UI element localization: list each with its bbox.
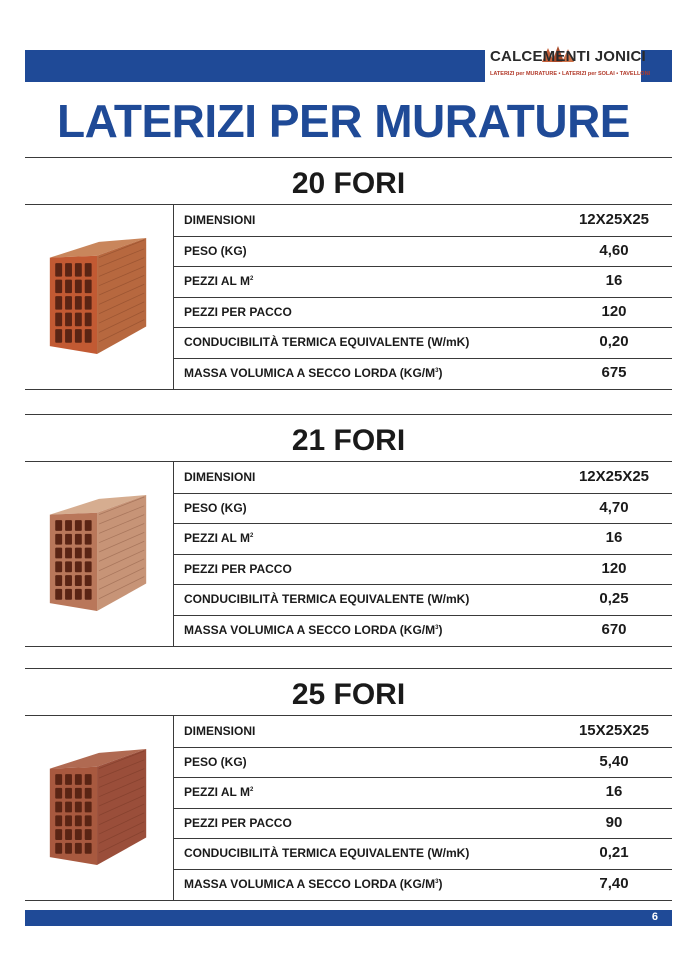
spec-label: CONDUCIBILITÀ TERMICA EQUIVALENTE (W/mK) — [184, 592, 470, 607]
spec-value: 675 — [601, 364, 627, 381]
spec-row — [174, 747, 672, 777]
logo-text: CALCEMENTI JONICI — [490, 48, 646, 65]
spec-value: 120 — [601, 302, 627, 320]
spec-label: MASSA VOLUMICA A SECCO LORDA $(KG/M^3)$ — [184, 366, 443, 380]
divider — [25, 900, 672, 901]
company-logo — [488, 44, 651, 84]
divider — [25, 157, 672, 158]
spec-value: 7,40 — [599, 875, 629, 892]
brick-25-holes-image — [25, 716, 173, 900]
spec-value: 12X25X25 — [578, 211, 650, 228]
spec-label: PEZZI AL $M^2$ — [184, 274, 254, 289]
spec-label: DIMENSIONI — [184, 213, 256, 227]
spec-value: 16 — [605, 783, 623, 801]
spec-value: 120 — [601, 559, 627, 577]
spec-label: PEZZI AL $M^2$ — [184, 531, 254, 546]
spec-label: MASSA VOLUMICA A SECCO LORDA $(KG/M^3)$ — [184, 877, 443, 891]
product-section — [25, 414, 672, 644]
divider — [25, 646, 672, 647]
spec-value: 5,40 — [599, 752, 629, 770]
product-section — [25, 668, 672, 898]
spec-row — [174, 615, 672, 645]
spec-value: 90 — [605, 813, 623, 831]
spec-row — [174, 493, 672, 523]
spec-row — [174, 838, 672, 868]
brick-20-holes-image — [25, 205, 173, 389]
spec-label: MASSA VOLUMICA A SECCO LORDA $(KG/M^3)$ — [184, 623, 443, 637]
spec-label: PESO (KG) — [184, 754, 247, 769]
divider — [25, 389, 672, 390]
spec-label: CONDUCIBILITÀ TERMICA EQUIVALENTE (W/mK) — [184, 846, 470, 861]
spec-value: 0,21 — [599, 844, 629, 862]
footer-bar — [25, 910, 672, 926]
page-number: 6 — [651, 911, 658, 923]
spec-row — [174, 205, 672, 235]
spec-value: 16 — [605, 529, 623, 547]
section-title: 25 FORI — [291, 678, 406, 711]
spec-row — [174, 869, 672, 899]
spec-label: CONDUCIBILITÀ TERMICA EQUIVALENTE (W/mK) — [184, 335, 470, 350]
spec-value: 12X25X25 — [578, 468, 650, 485]
logo-tagline: LATERIZI per MURATURE • LATERIZI per SOLAI • TAVELLONI — [490, 71, 651, 77]
header-bar — [25, 50, 485, 82]
spec-value: 4,70 — [599, 498, 629, 516]
spec-value: 4,60 — [599, 241, 629, 259]
spec-value: 16 — [605, 272, 623, 290]
spec-label: PESO (KG) — [184, 243, 247, 258]
spec-label: PEZZI PER PACCO — [184, 561, 292, 576]
spec-label: PEZZI PER PACCO — [184, 304, 292, 319]
spec-row — [174, 716, 672, 746]
spec-row — [174, 584, 672, 614]
divider — [25, 668, 672, 669]
spec-label: PESO (KG) — [184, 500, 247, 515]
spec-label: PEZZI PER PACCO — [184, 815, 292, 830]
spec-value: 670 — [601, 621, 627, 638]
spec-label: DIMENSIONI — [184, 470, 256, 484]
spec-value: 15X25X25 — [578, 722, 650, 739]
spec-label: DIMENSIONI — [184, 724, 256, 738]
spec-row — [174, 808, 672, 838]
spec-value: 0,25 — [599, 590, 629, 608]
product-section — [25, 157, 672, 387]
spec-row — [174, 297, 672, 327]
spec-row — [174, 358, 672, 388]
spec-row — [174, 554, 672, 584]
section-title: 20 FORI — [291, 167, 406, 200]
divider — [25, 414, 672, 415]
section-title: 21 FORI — [291, 424, 406, 457]
spec-value: 0,20 — [599, 333, 629, 351]
spec-row — [174, 236, 672, 266]
spec-row — [174, 266, 672, 296]
spec-label: PEZZI AL $M^2$ — [184, 785, 254, 800]
spec-row — [174, 777, 672, 807]
spec-row — [174, 327, 672, 357]
spec-row — [174, 523, 672, 553]
spec-row — [174, 462, 672, 492]
brick-21-holes-image — [25, 462, 173, 646]
page-title: LATERIZI PER MURATURE — [57, 95, 630, 147]
